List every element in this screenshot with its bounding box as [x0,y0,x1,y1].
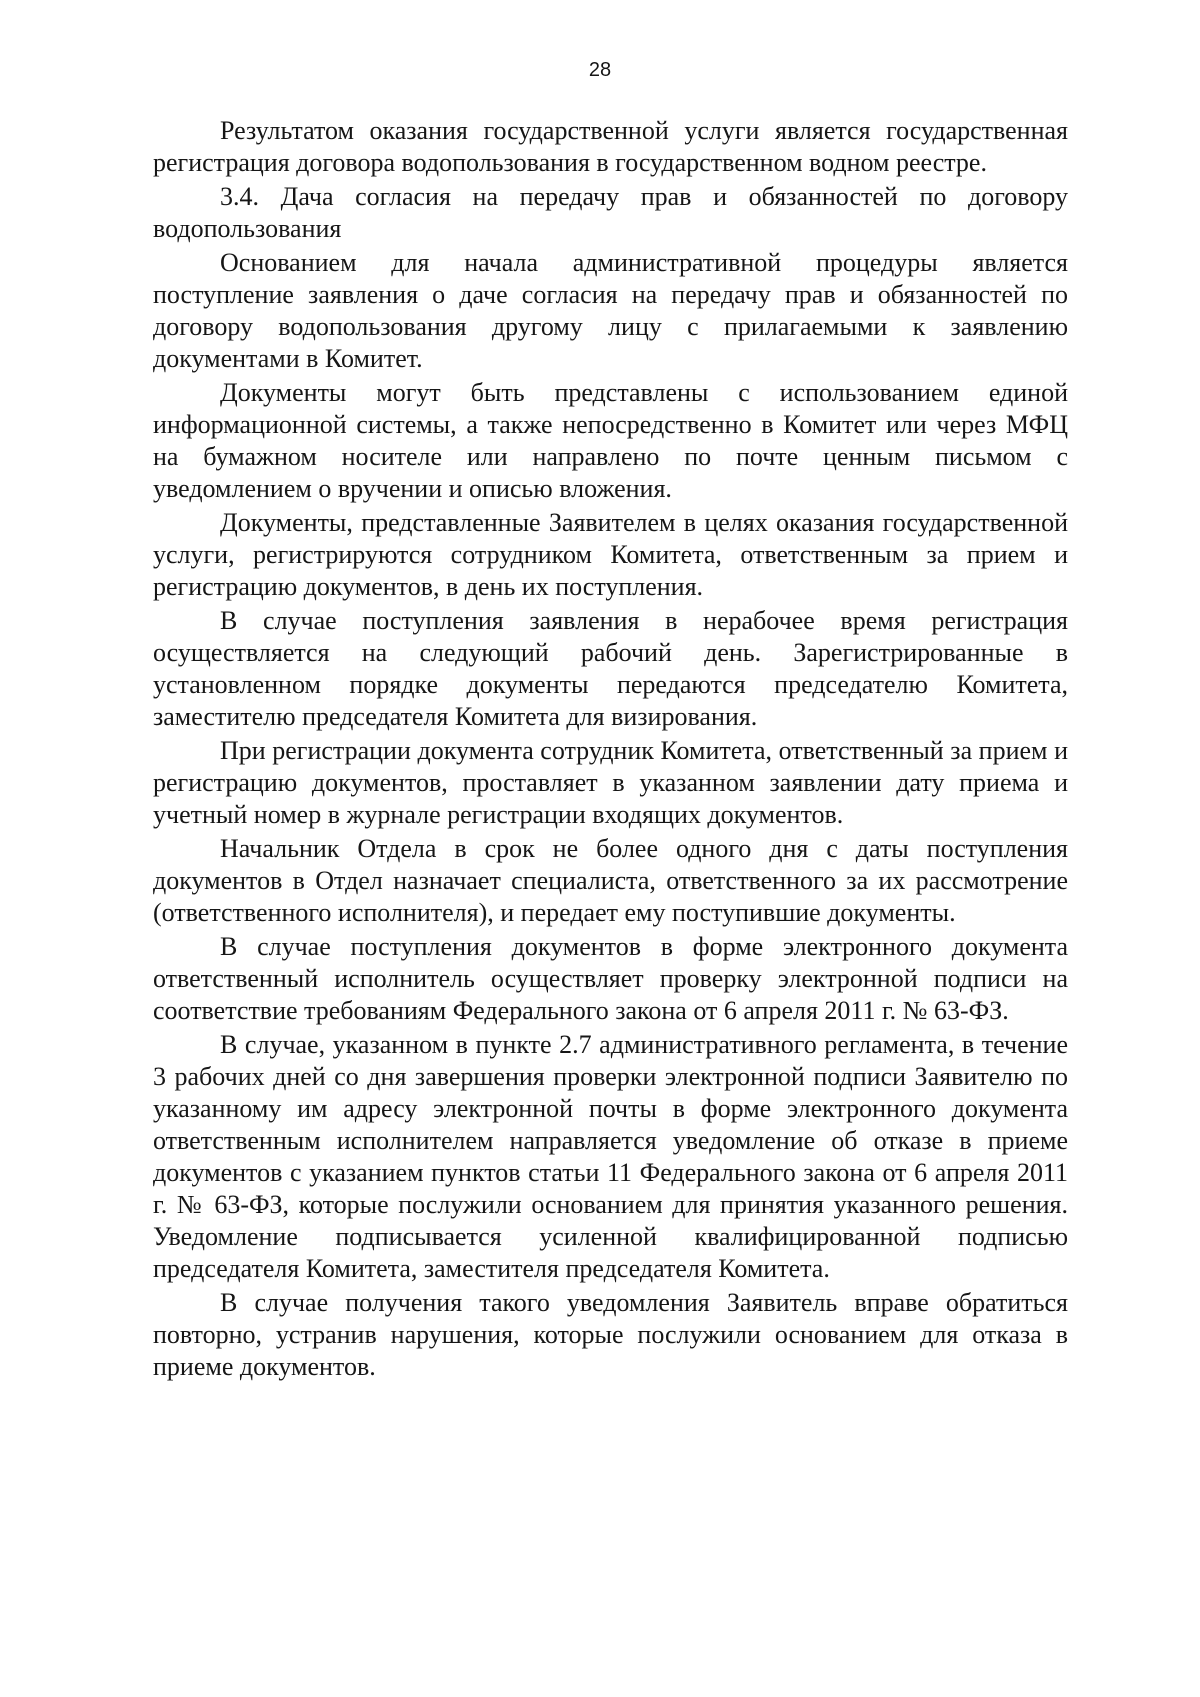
paragraph-refusal-notice: В случае, указанном в пункте 2.7 административного регламента, в течение 3 рабочих дней со дня завершения проверки электронной подписи Заявителю по указанному им адресу электронной почты в форме электронного документа ответственным исполнителем направляется уведомление об отказе в приеме документов с указанием пунктов статьи 11 Федерального закона от 6 апреля 2011 г. № 63-ФЗ, которые послужили основанием для принятия указанного решения. Уведомление подписывается усиленной квалифицированной подписью председателя Комитета, заместителя председателя Комитета. [153,1030,1068,1283]
paragraph-electronic-check: В случае поступления документов в форме электронного документа ответственный исполнитель осуществляет проверку электронной подписи на соответствие требованиям Федерального закона от 6 апреля 2011 г. № 63-ФЗ. [153,932,1068,1025]
paragraph-submission: Документы могут быть представлены с использованием единой информационной системы, а также непосредственно в Комитет или через МФЦ на бумажном носителе или направлено по почте ценным письмом с уведомлением о вручении и описью вложения. [153,378,1068,503]
page-number: 28 [588,59,612,81]
paragraph-result: Результатом оказания государственной услуги является государственная регистрация договора водопользования в государственном водном реестре. [153,116,1068,177]
paragraph-reapply: В случае получения такого уведомления Заявитель вправе обратиться повторно, устранив нарушения, которые послужили основанием для отказа в приеме документов. [153,1288,1068,1381]
paragraph-registration-details: При регистрации документа сотрудник Комитета, ответственный за прием и регистрацию документов, проставляет в указанном заявлении дату приема и учетный номер в журнале регистрации входящих документов. [153,736,1068,829]
paragraph-basis: Основанием для начала административной процедуры является поступление заявления о даче согласия на передачу прав и обязанностей по договору водопользования другому лицу с прилагаемыми к заявлению документами в Комитет. [153,248,1068,373]
document-body [153,115,1068,1385]
paragraph-nonworking-time: В случае поступления заявления в нерабочее время регистрация осуществляется на следующий рабочий день. Зарегистрированные в установленном порядке документы передаются председателю Комитета, заместителю председателя Комитета для визирования. [153,606,1068,731]
paragraph-department-head: Начальник Отдела в срок не более одного дня с даты поступления документов в Отдел назначает специалиста, ответственного за их рассмотрение (ответственного исполнителя), и передает ему поступившие документы. [153,834,1068,927]
paragraph-registration: Документы, представленные Заявителем в целях оказания государственной услуги, регистрируются сотрудником Комитета, ответственным за прием и регистрацию документов, в день их поступления. [153,508,1068,601]
section-heading-3-4: 3.4. Дача согласия на передачу прав и обязанностей по договору водопользования [153,182,1068,243]
